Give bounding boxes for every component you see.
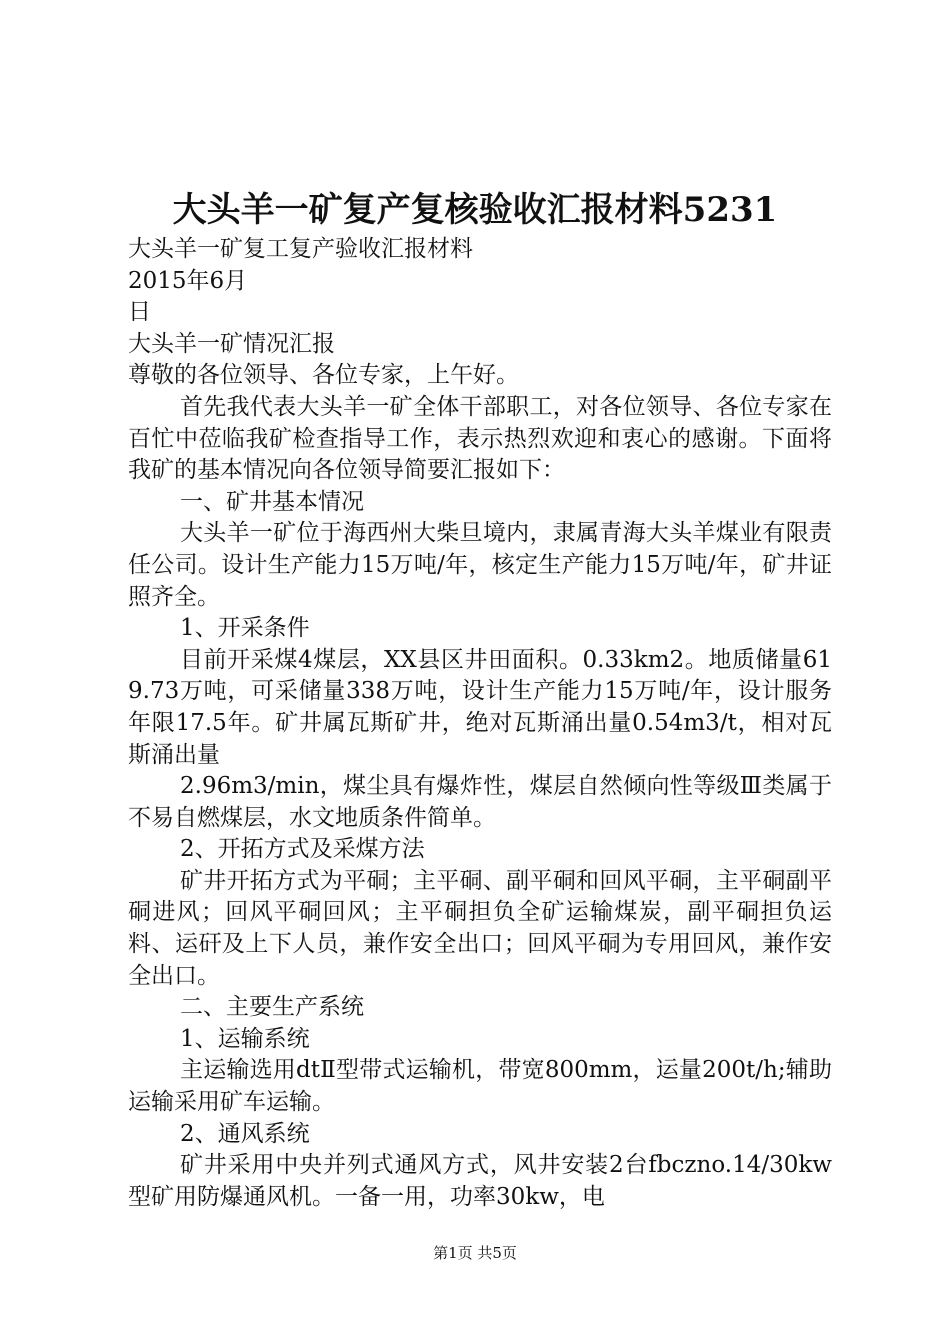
ventilation-paragraph: 矿井采用中央并列式通风方式，风井安装2台fbczno.14/30kw型矿用防爆通风机。一备一用，功率30kw，电 xyxy=(128,1152,832,1210)
subsection-heading-ventilation: 2、通风系统 xyxy=(180,1120,310,1147)
report-heading: 大头羊一矿情况汇报 xyxy=(128,330,335,357)
development-paragraph: 矿井开拓方式为平硐；主平硐、副平硐和回风平硐，主平硐副平硐进风；回风平硐回风；主平硐担负全矿运输煤炭，副平硐担负运料、运矸及上下人员，兼作安全出口；回风平硐为专用回风，兼作安全出口。 xyxy=(128,867,832,989)
subsection-heading-development: 2、开拓方式及采煤方法 xyxy=(180,836,425,863)
intro-paragraph: 首先我代表大头羊一矿全体干部职工，对各位领导、各位专家在百忙中莅临我矿检查指导工作，表示热烈欢迎和衷心的感谢。下面将我矿的基本情况向各位领导简要汇报如下： xyxy=(128,393,832,484)
date-day-line: 日 xyxy=(128,299,151,326)
date-line: 2015年6月 xyxy=(128,267,248,294)
subsection-heading-mining-conditions: 1、开采条件 xyxy=(180,615,310,642)
basic-info-paragraph: 大头羊一矿位于海西州大柴旦境内，隶属青海大头羊煤业有限责任公司。设计生产能力15万吨/年，核定生产能力15万吨/年，矿井证照齐全。 xyxy=(128,520,832,610)
page-number-footer: 第1页 共5页 xyxy=(433,1244,517,1262)
greeting-line: 尊敬的各位领导、各位专家，上午好。 xyxy=(128,362,519,389)
document-title: 大头羊一矿复产复核验收汇报材料5231 xyxy=(172,190,778,230)
section-heading-production-systems: 二、主要生产系统 xyxy=(180,994,364,1021)
document-body xyxy=(128,234,832,1213)
transport-paragraph: 主运输选用dtⅡ型带式运输机，带宽800mm，运量200t/h;辅助运输采用矿车运输。 xyxy=(128,1057,832,1116)
mining-conditions-paragraph: 目前开采煤4煤层，XX县区井田面积。0.33km2。地质储量619.73万吨，可采储量338万吨，设计生产能力15万吨/年，设计服务年限17.5年。矿井属瓦斯矿井，绝对瓦斯涌出量0.54m3/t，相对瓦斯涌出量 xyxy=(128,646,832,768)
subsection-heading-transport: 1、运输系统 xyxy=(180,1025,310,1052)
section-heading-basic: 一、矿井基本情况 xyxy=(180,488,364,515)
subtitle-line: 大头羊一矿复工复产验收汇报材料 xyxy=(128,236,473,262)
mining-conditions-continued-paragraph: 2.96m3/min，煤尘具有爆炸性，煤层自然倾向性等级Ⅲ类属于不易自燃煤层，水文地质条件简单。 xyxy=(128,773,832,831)
